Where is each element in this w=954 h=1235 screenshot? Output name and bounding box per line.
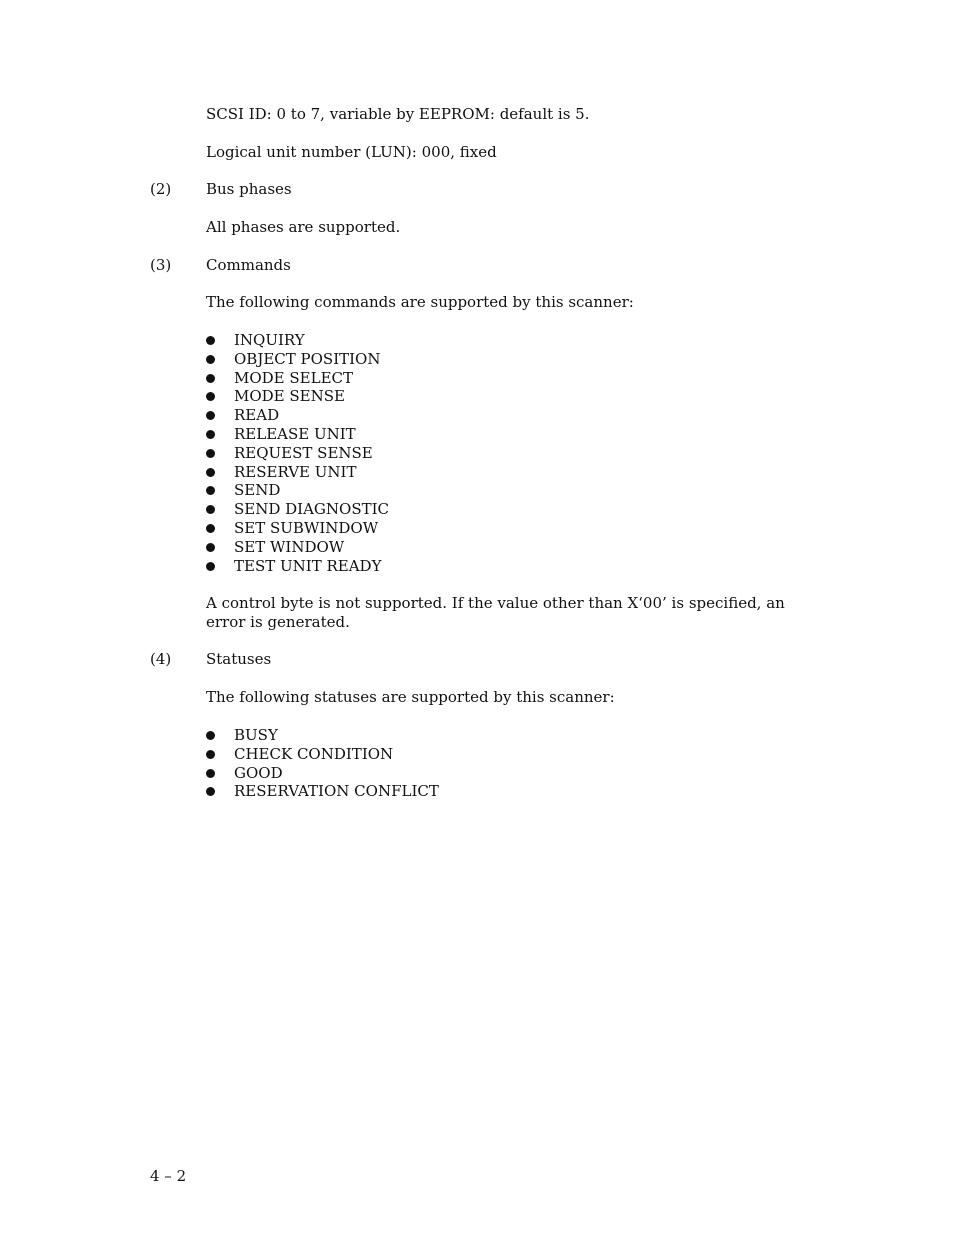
bullet-icon xyxy=(206,769,215,778)
list-item xyxy=(206,481,389,500)
commands-list xyxy=(206,331,389,575)
command-label: SET WINDOW xyxy=(234,537,345,556)
bullet-icon xyxy=(206,374,215,383)
bullet-icon xyxy=(206,355,215,364)
list-item xyxy=(206,557,389,576)
command-label: INQUIRY xyxy=(234,331,305,349)
command-label: MODE SENSE xyxy=(234,387,345,406)
list-item xyxy=(206,350,389,369)
list-item xyxy=(206,425,389,444)
command-label: RESERVE UNIT xyxy=(234,462,357,481)
section-heading-commands: Commands xyxy=(206,256,291,274)
bullet-icon xyxy=(206,787,215,796)
commands-intro: The following commands are supported by this scanner: xyxy=(206,293,634,311)
section-number-statuses: (4) xyxy=(150,650,172,668)
bullet-icon xyxy=(206,750,215,759)
command-label: SEND DIAGNOSTIC xyxy=(234,500,390,519)
list-item xyxy=(206,764,439,783)
list-item xyxy=(206,463,389,482)
list-item xyxy=(206,387,389,406)
bullet-icon xyxy=(206,562,215,571)
command-label: MODE SELECT xyxy=(234,368,354,387)
list-item xyxy=(206,369,389,388)
command-label: READ xyxy=(234,406,280,425)
section-heading-statuses: Statuses xyxy=(206,650,272,668)
list-item xyxy=(206,331,389,350)
command-label: SET SUBWINDOW xyxy=(234,518,379,537)
status-label: GOOD xyxy=(234,763,283,782)
bullet-icon xyxy=(206,449,215,458)
status-label: BUSY xyxy=(234,726,278,744)
section-number-bus-phases: (2) xyxy=(150,180,172,198)
page-number: 4 – 2 xyxy=(150,1167,187,1185)
section-number-commands: (3) xyxy=(150,256,172,274)
bullet-icon xyxy=(206,505,215,514)
status-label: RESERVATION CONFLICT xyxy=(234,782,439,801)
lun-line: Logical unit number (LUN): 000, fixed xyxy=(206,143,497,161)
status-label: CHECK CONDITION xyxy=(234,744,394,763)
list-item xyxy=(206,519,389,538)
bus-phases-body: All phases are supported. xyxy=(206,218,401,236)
statuses-list xyxy=(206,726,439,801)
bullet-icon xyxy=(206,543,215,552)
bullet-icon xyxy=(206,411,215,420)
bullet-icon xyxy=(206,486,215,495)
commands-note: A control byte is not supported. If the value other than X‘00’ is specified, an error is generated. xyxy=(206,594,785,631)
command-label: SEND xyxy=(234,481,281,500)
bullet-icon xyxy=(206,392,215,401)
section-heading-bus-phases: Bus phases xyxy=(206,180,292,198)
list-item xyxy=(206,538,389,557)
statuses-intro: The following statuses are supported by this scanner: xyxy=(206,688,615,706)
bullet-icon xyxy=(206,468,215,477)
list-item xyxy=(206,726,439,745)
bullet-icon xyxy=(206,524,215,533)
command-label: REQUEST SENSE xyxy=(234,443,373,462)
list-item xyxy=(206,444,389,463)
list-item xyxy=(206,500,389,519)
scsi-id-line: SCSI ID: 0 to 7, variable by EEPROM: default is 5. xyxy=(206,105,590,123)
command-label: TEST UNIT READY xyxy=(234,556,382,575)
bullet-icon xyxy=(206,336,215,345)
command-label: OBJECT POSITION xyxy=(234,349,381,368)
bullet-icon xyxy=(206,430,215,439)
list-item xyxy=(206,745,439,764)
list-item xyxy=(206,406,389,425)
command-label: RELEASE UNIT xyxy=(234,424,356,443)
bullet-icon xyxy=(206,731,215,740)
list-item xyxy=(206,782,439,801)
